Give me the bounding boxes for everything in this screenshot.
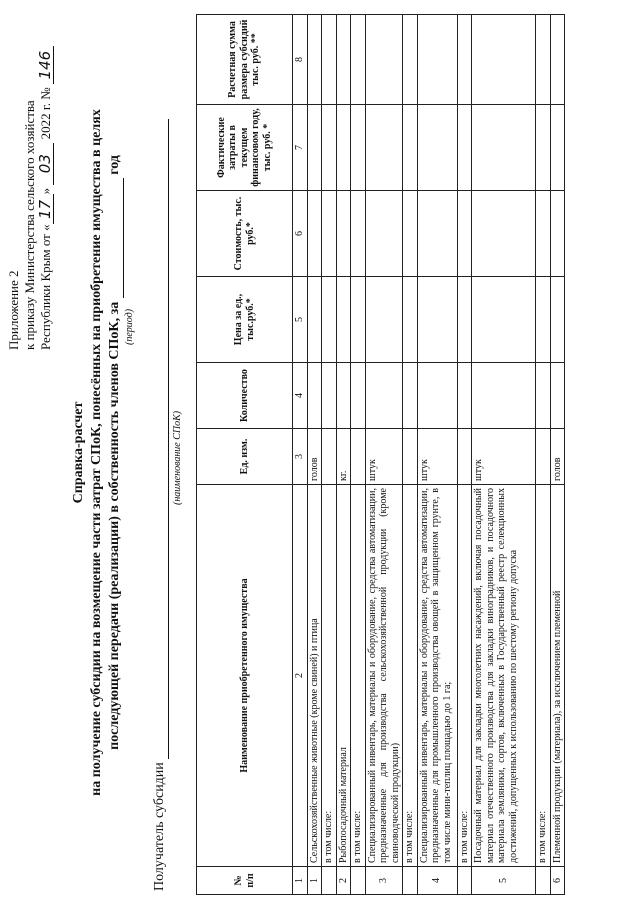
recipient-line: Получатель субсидии — [152, 119, 169, 891]
row-unit: штук — [472, 429, 536, 485]
row-price — [403, 277, 418, 363]
row-cost — [457, 191, 472, 277]
row-name: Посадочный материал для закладки многолетних насаждений, включая посадочный материал отечественного производства для закладки виноградников, и посадочного материала земляники, сортов, включенных в Государственный реестр селекционных достижений, допущенных к использованию по шестому региону допуска — [472, 485, 536, 867]
row-subsidy — [550, 15, 565, 105]
subsidy-table — [196, 14, 565, 895]
table-row — [417, 15, 457, 895]
table-row — [365, 15, 403, 895]
row-cost — [336, 191, 351, 277]
index-cell: 1 — [293, 867, 308, 895]
table-body — [307, 15, 565, 895]
row-name: Племенной продукции (материала), за исключением племенной — [550, 485, 565, 867]
table-row — [550, 15, 565, 895]
title-line3: последующей передачи (реализации) в собственность членов СПоК, за год — [107, 155, 122, 750]
table-row — [307, 15, 322, 895]
table-row — [536, 15, 551, 895]
index-cell: 3 — [293, 429, 308, 485]
row-quantity — [307, 363, 322, 429]
row-subsidy — [536, 15, 551, 105]
row-cost — [403, 191, 418, 277]
row-price — [307, 277, 322, 363]
row-unit: штук — [417, 429, 457, 485]
row-number — [403, 867, 418, 895]
row-actual — [403, 105, 418, 191]
row-unit: голов — [550, 429, 565, 485]
row-number: 6 — [550, 867, 565, 895]
index-cell: 5 — [293, 277, 308, 363]
row-number — [457, 867, 472, 895]
table-row — [336, 15, 351, 895]
row-cost — [550, 191, 565, 277]
row-price — [336, 277, 351, 363]
row-price — [472, 277, 536, 363]
col-header-cost: Стоимость, тыс. руб.* — [197, 191, 293, 277]
row-unit: голов — [307, 429, 322, 485]
row-number: 1 — [307, 867, 322, 895]
row-quantity — [351, 363, 366, 429]
index-cell: 7 — [293, 105, 308, 191]
row-name: в том числе: — [322, 485, 337, 867]
recipient-note: (наименование СПоК) — [172, 410, 183, 505]
row-subsidy — [417, 15, 457, 105]
index-cell: 8 — [293, 15, 308, 105]
col-header-name: Наименование приобретенного имущества — [197, 485, 293, 867]
order-day: 17 — [38, 194, 54, 224]
row-price — [365, 277, 403, 363]
row-cost — [307, 191, 322, 277]
appendix-line1: Приложение 2 — [6, 270, 21, 350]
col-header-subsidy: Расчетная сумма размера субсидий тыс. руб. ** — [197, 15, 293, 105]
row-cost — [351, 191, 366, 277]
row-name: Специализированный инвентарь, материалы и оборудование, средства автоматизации, предназначенные для промышленного производства овощей в защищенном грунте, в том числе мини-теплиц площадью до 1 га; — [417, 485, 457, 867]
table-row — [472, 15, 536, 895]
row-subsidy — [457, 15, 472, 105]
row-subsidy — [351, 15, 366, 105]
row-actual — [307, 105, 322, 191]
row-subsidy — [336, 15, 351, 105]
row-quantity — [322, 363, 337, 429]
row-price — [550, 277, 565, 363]
row-name: в том числе: — [536, 485, 551, 867]
row-actual — [365, 105, 403, 191]
row-name: в том числе: — [351, 485, 366, 867]
appendix-line2: к приказу Министерства сельского хозяйства — [22, 100, 37, 350]
index-row — [293, 15, 308, 895]
row-quantity — [472, 363, 536, 429]
row-name: Сельскохозяйственные животные (кроме свиней) и птица — [307, 485, 322, 867]
col-header-unit: Ед. изм. — [197, 429, 293, 485]
row-cost — [365, 191, 403, 277]
col-header-quantity: Количество — [197, 363, 293, 429]
row-price — [417, 277, 457, 363]
row-quantity — [403, 363, 418, 429]
row-name: в том числе: — [457, 485, 472, 867]
row-quantity — [336, 363, 351, 429]
row-actual — [536, 105, 551, 191]
col-header-actual: Фактические затраты в текущем финансовом году, тыс. руб. * — [197, 105, 293, 191]
row-cost — [536, 191, 551, 277]
table-row — [351, 15, 366, 895]
order-month: 03 — [38, 143, 54, 185]
row-actual — [322, 105, 337, 191]
row-quantity — [417, 363, 457, 429]
row-name: Рыбопосадочный материал — [336, 485, 351, 867]
table-row — [457, 15, 472, 895]
row-quantity — [550, 363, 565, 429]
row-quantity — [457, 363, 472, 429]
row-subsidy — [307, 15, 322, 105]
row-unit — [536, 429, 551, 485]
row-price — [457, 277, 472, 363]
row-unit — [351, 429, 366, 485]
period-note: (период) — [124, 308, 135, 345]
row-number: 5 — [472, 867, 536, 895]
row-actual — [457, 105, 472, 191]
col-header-price: Цена за ед., тыс.руб.* — [197, 277, 293, 363]
row-subsidy — [322, 15, 337, 105]
row-quantity — [536, 363, 551, 429]
title-line1: Справка-расчет — [71, 401, 86, 504]
row-cost — [417, 191, 457, 277]
row-cost — [322, 191, 337, 277]
row-price — [536, 277, 551, 363]
table-row — [322, 15, 337, 895]
index-cell: 4 — [293, 363, 308, 429]
title-line2: на получение субсидии на возмещение части затрат СПоК, понесённых на приобретение имущества в целях — [89, 109, 104, 796]
row-unit: штук — [365, 429, 403, 485]
row-unit: кг. — [336, 429, 351, 485]
row-number: 4 — [417, 867, 457, 895]
index-cell: 6 — [293, 191, 308, 277]
row-subsidy — [472, 15, 536, 105]
row-subsidy — [403, 15, 418, 105]
row-name: в том числе: — [403, 485, 418, 867]
row-number: 2 — [336, 867, 351, 895]
col-header-num: № п/п — [197, 867, 293, 895]
row-actual — [351, 105, 366, 191]
index-cell: 2 — [293, 485, 308, 867]
row-number: 3 — [365, 867, 403, 895]
row-price — [351, 277, 366, 363]
row-number — [536, 867, 551, 895]
row-actual — [550, 105, 565, 191]
row-unit — [457, 429, 472, 485]
appendix-line3: Республики Крым от «17» 03 2022 г. № 146 — [38, 46, 54, 350]
row-name: Специализированный инвентарь, материалы и оборудование, средства автоматизации, предназначенные для производства сельскохозяйственной продукции (кроме свиноводческой продукции) — [365, 485, 403, 867]
row-quantity — [365, 363, 403, 429]
row-actual — [417, 105, 457, 191]
row-cost — [472, 191, 536, 277]
row-unit — [403, 429, 418, 485]
row-price — [322, 277, 337, 363]
row-unit — [322, 429, 337, 485]
header-row — [197, 15, 293, 895]
row-actual — [472, 105, 536, 191]
row-subsidy — [365, 15, 403, 105]
row-number — [322, 867, 337, 895]
table-row — [403, 15, 418, 895]
order-number: 146 — [38, 46, 54, 84]
row-actual — [336, 105, 351, 191]
row-number — [351, 867, 366, 895]
